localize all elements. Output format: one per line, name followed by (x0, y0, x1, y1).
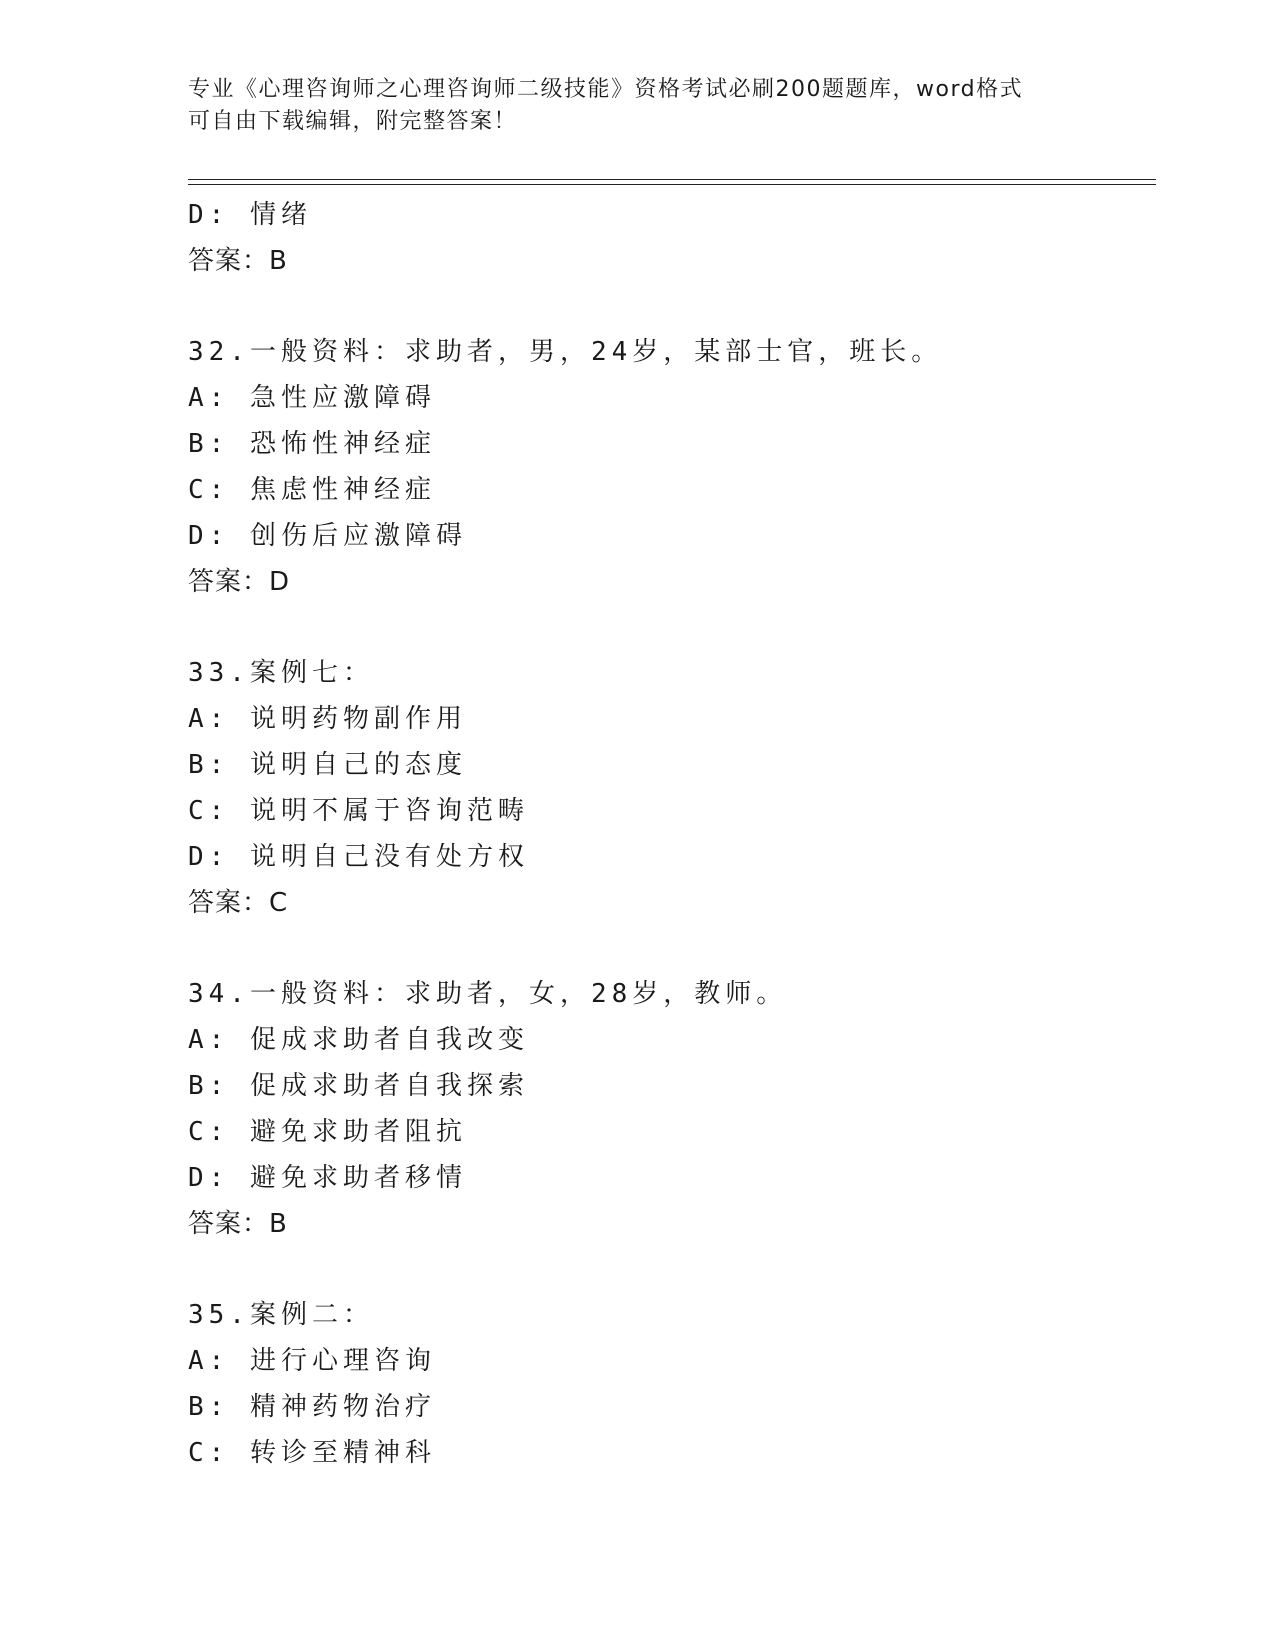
option-c: C: 转诊至精神科 (188, 1438, 436, 1468)
option-a: A: 急性应激障碍 (188, 383, 436, 413)
answer-line: 答案：C (188, 888, 289, 918)
option-b: B: 恐怖性神经症 (188, 429, 436, 459)
question-list (188, 192, 1148, 1476)
option-d: D: 情绪 (188, 200, 312, 230)
header-line-2: 可自由下载编辑，附完整答案！ (188, 109, 518, 134)
option-d: D: 创伤后应激障碍 (188, 521, 467, 551)
answer-line: 答案：D (188, 567, 291, 597)
question-block-35 (188, 1292, 1148, 1476)
document-header (188, 74, 1088, 138)
answer-line: 答案：B (188, 1209, 288, 1239)
option-d: D: 避免求助者移情 (188, 1163, 467, 1193)
option-b: B: 说明自己的态度 (188, 750, 467, 780)
question-block-33 (188, 650, 1148, 926)
header-divider-top (188, 179, 1156, 180)
question-title: 32.一般资料：求助者，男，24岁，某部士官，班长。 (188, 337, 943, 367)
option-d: D: 说明自己没有处方权 (188, 842, 529, 872)
question-block-31-tail (188, 192, 1148, 284)
question-title: 34.一般资料：求助者，女，28岁，教师。 (188, 979, 788, 1009)
question-block-34 (188, 971, 1148, 1247)
question-title: 35.案例二： (188, 1300, 374, 1330)
answer-line: 答案：B (188, 246, 288, 276)
header-line-1: 专业《心理咨询师之心理咨询师二级技能》资格考试必刷200题题库，word格式 (188, 77, 1024, 102)
option-b: B: 精神药物治疗 (188, 1392, 436, 1422)
option-c: C: 焦虑性神经症 (188, 475, 436, 505)
question-block-32 (188, 329, 1148, 605)
option-c: C: 说明不属于咨询范畴 (188, 796, 529, 826)
question-title: 33.案例七： (188, 658, 374, 688)
option-a: A: 进行心理咨询 (188, 1346, 436, 1376)
option-c: C: 避免求助者阻抗 (188, 1117, 467, 1147)
option-a: A: 说明药物副作用 (188, 704, 467, 734)
option-b: B: 促成求助者自我探索 (188, 1071, 529, 1101)
option-a: A: 促成求助者自我改变 (188, 1025, 529, 1055)
header-divider-bottom (188, 184, 1156, 185)
